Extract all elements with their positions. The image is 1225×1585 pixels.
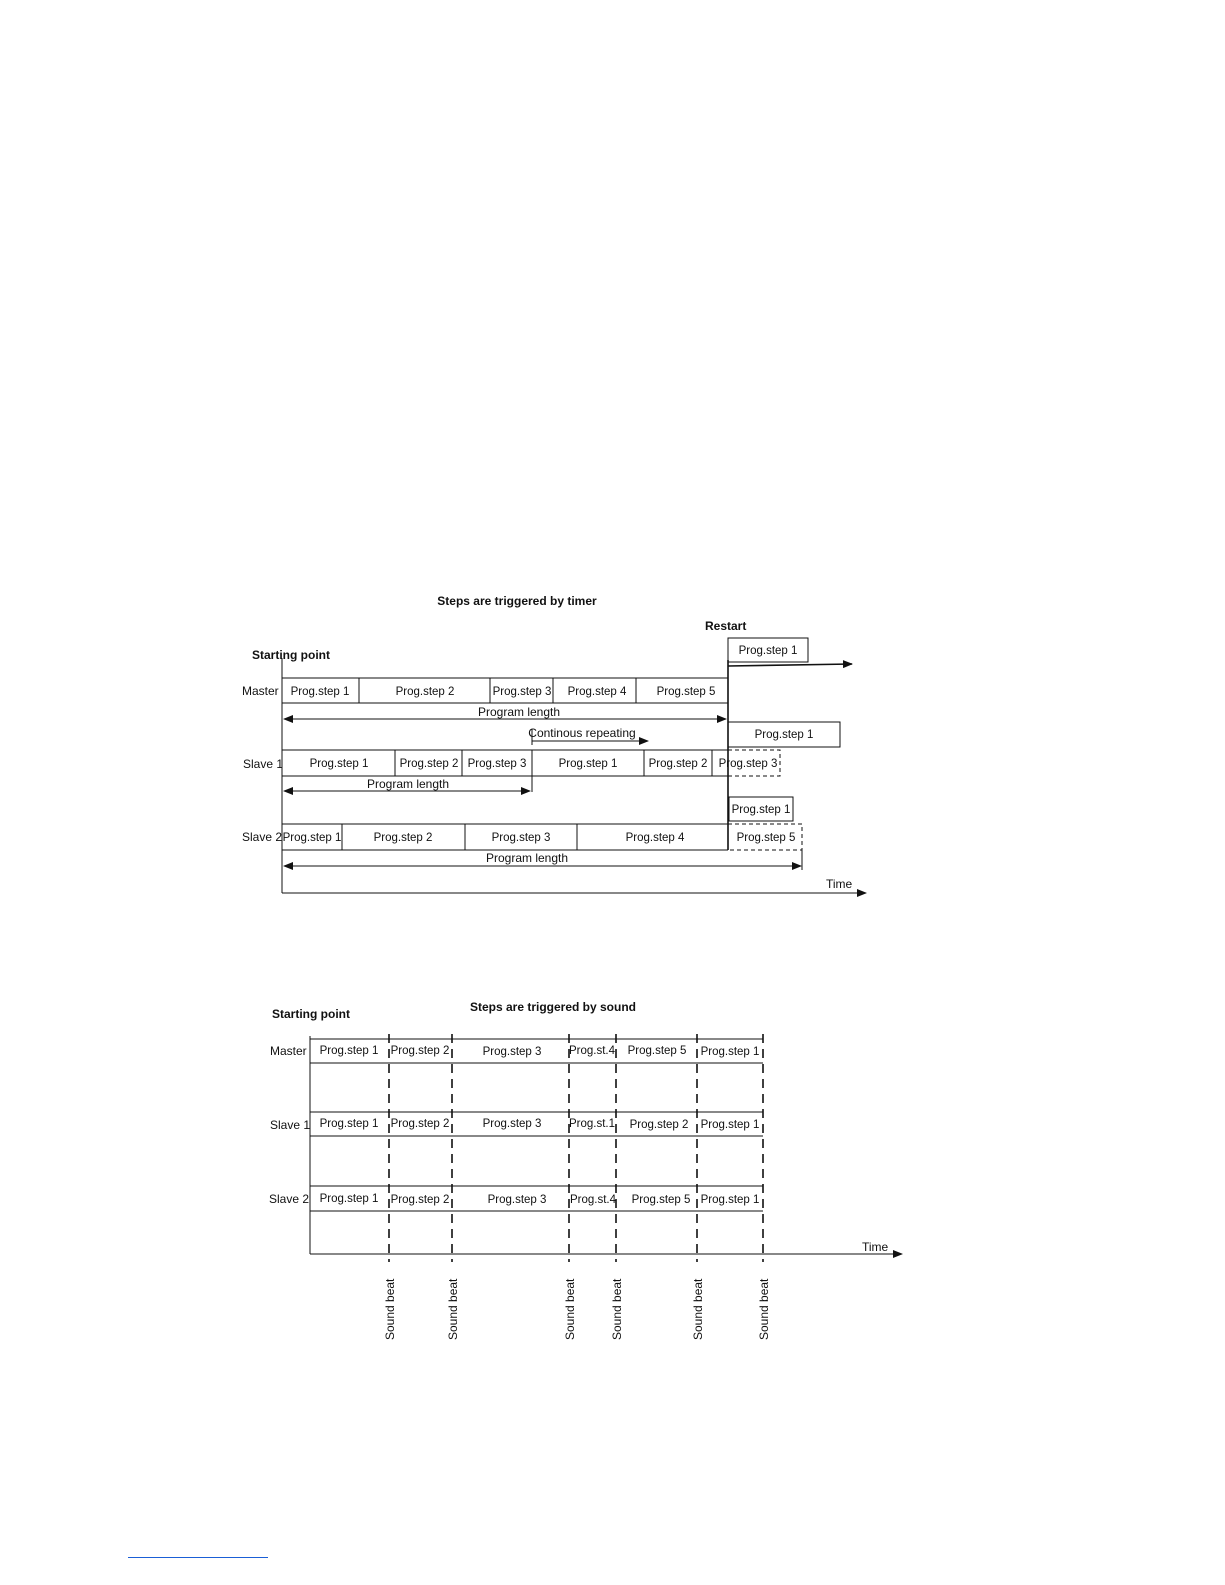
timer-master-step: Prog.step 5 [656, 686, 716, 698]
timer-slave1-restart-step: Prog.step 1 [754, 729, 814, 741]
sound-slave2-step: Prog.step 1 [700, 1194, 760, 1206]
sound-slave1-step: Prog.step 1 [700, 1119, 760, 1131]
timer-time-label: Time [826, 877, 853, 891]
timer-slave1-label: Slave 1 [243, 757, 284, 771]
timer-restart-arrow [728, 664, 852, 666]
timer-master-label: Master [242, 684, 279, 698]
sound-master-step: Prog.step 1 [319, 1045, 379, 1057]
sound-diagram [269, 1000, 902, 1340]
timer-slave1-step: Prog.step 1 [309, 758, 369, 770]
sound-beat-label: Sound beat [383, 1278, 397, 1340]
timer-diagram-title: Steps are triggered by timer [437, 594, 597, 608]
timer-slave2-step: Prog.step 3 [491, 832, 551, 844]
timer-slave1-step: Prog.step 2 [648, 758, 708, 770]
timer-diagram [242, 594, 866, 893]
sound-slave1-step: Prog.st.1 [568, 1118, 616, 1130]
timer-slave1-program-length-label: Program length [366, 777, 450, 791]
timer-master-step: Prog.step 3 [492, 686, 552, 698]
timer-slave2-step: Prog.step 1 [282, 832, 342, 844]
sound-slave2-step: Prog.step 3 [487, 1194, 547, 1206]
timer-slave2-label: Slave 2 [242, 830, 283, 844]
timer-master-step: Prog.step 4 [567, 686, 627, 698]
sound-time-label: Time [862, 1240, 889, 1254]
sound-master-step: Prog.step 1 [700, 1046, 760, 1058]
sound-slave1-label: Slave 1 [270, 1118, 311, 1132]
sound-beat-label: Sound beat [610, 1278, 624, 1340]
sound-diagram-title: Steps are triggered by sound [469, 1000, 637, 1014]
sound-master-step: Prog.step 5 [627, 1045, 687, 1057]
timer-slave1-step: Prog.step 1 [558, 758, 618, 770]
timer-slave2-step: Prog.step 4 [625, 832, 685, 844]
sound-beat-label: Sound beat [757, 1278, 771, 1340]
sound-slave2-step: Prog.step 5 [631, 1194, 691, 1206]
sound-master-step: Prog.st.4 [568, 1045, 616, 1057]
timer-slave1-step: Prog.step 3 [718, 758, 778, 770]
sound-slave2-step: Prog.step 2 [390, 1194, 450, 1206]
sound-slave1-step: Prog.step 3 [482, 1118, 542, 1130]
sound-starting-point-label: Starting point [272, 1007, 350, 1021]
sound-slave1-step: Prog.step 1 [319, 1118, 379, 1130]
continous-repeating-label: Continous repeating [528, 726, 636, 740]
timer-slave2-step: Prog.step 2 [373, 832, 433, 844]
sound-beat-label: Sound beat [563, 1278, 577, 1340]
timer-slave2-step: Prog.step 5 [736, 832, 796, 844]
timer-slave2-program-length-label: Program length [485, 851, 569, 865]
sound-beat-label: Sound beat [691, 1278, 705, 1340]
timer-master-restart-step: Prog.step 1 [738, 645, 798, 657]
timer-master-step: Prog.step 2 [395, 686, 455, 698]
timer-restart-label: Restart [705, 619, 747, 633]
sound-master-step: Prog.step 3 [482, 1046, 542, 1058]
timer-master-step: Prog.step 1 [290, 686, 350, 698]
timer-slave1-step: Prog.step 2 [399, 758, 459, 770]
sound-beat-label: Sound beat [446, 1278, 460, 1340]
timer-slave2-restart-step: Prog.step 1 [731, 804, 791, 816]
sound-master-label: Master [270, 1044, 307, 1058]
sound-slave1-step: Prog.step 2 [629, 1119, 689, 1131]
sound-slave2-step: Prog.step 1 [319, 1193, 379, 1205]
timer-slave1-step: Prog.step 3 [467, 758, 527, 770]
sound-master-step: Prog.step 2 [390, 1045, 450, 1057]
footnote-rule [128, 1557, 268, 1558]
sound-slave1-step: Prog.step 2 [390, 1118, 450, 1130]
timer-starting-point-label: Starting point [252, 648, 330, 662]
sound-slave2-label: Slave 2 [269, 1192, 310, 1206]
sound-slave2-step: Prog.st.4 [569, 1194, 617, 1206]
timer-master-program-length-label: Program length [477, 705, 561, 719]
